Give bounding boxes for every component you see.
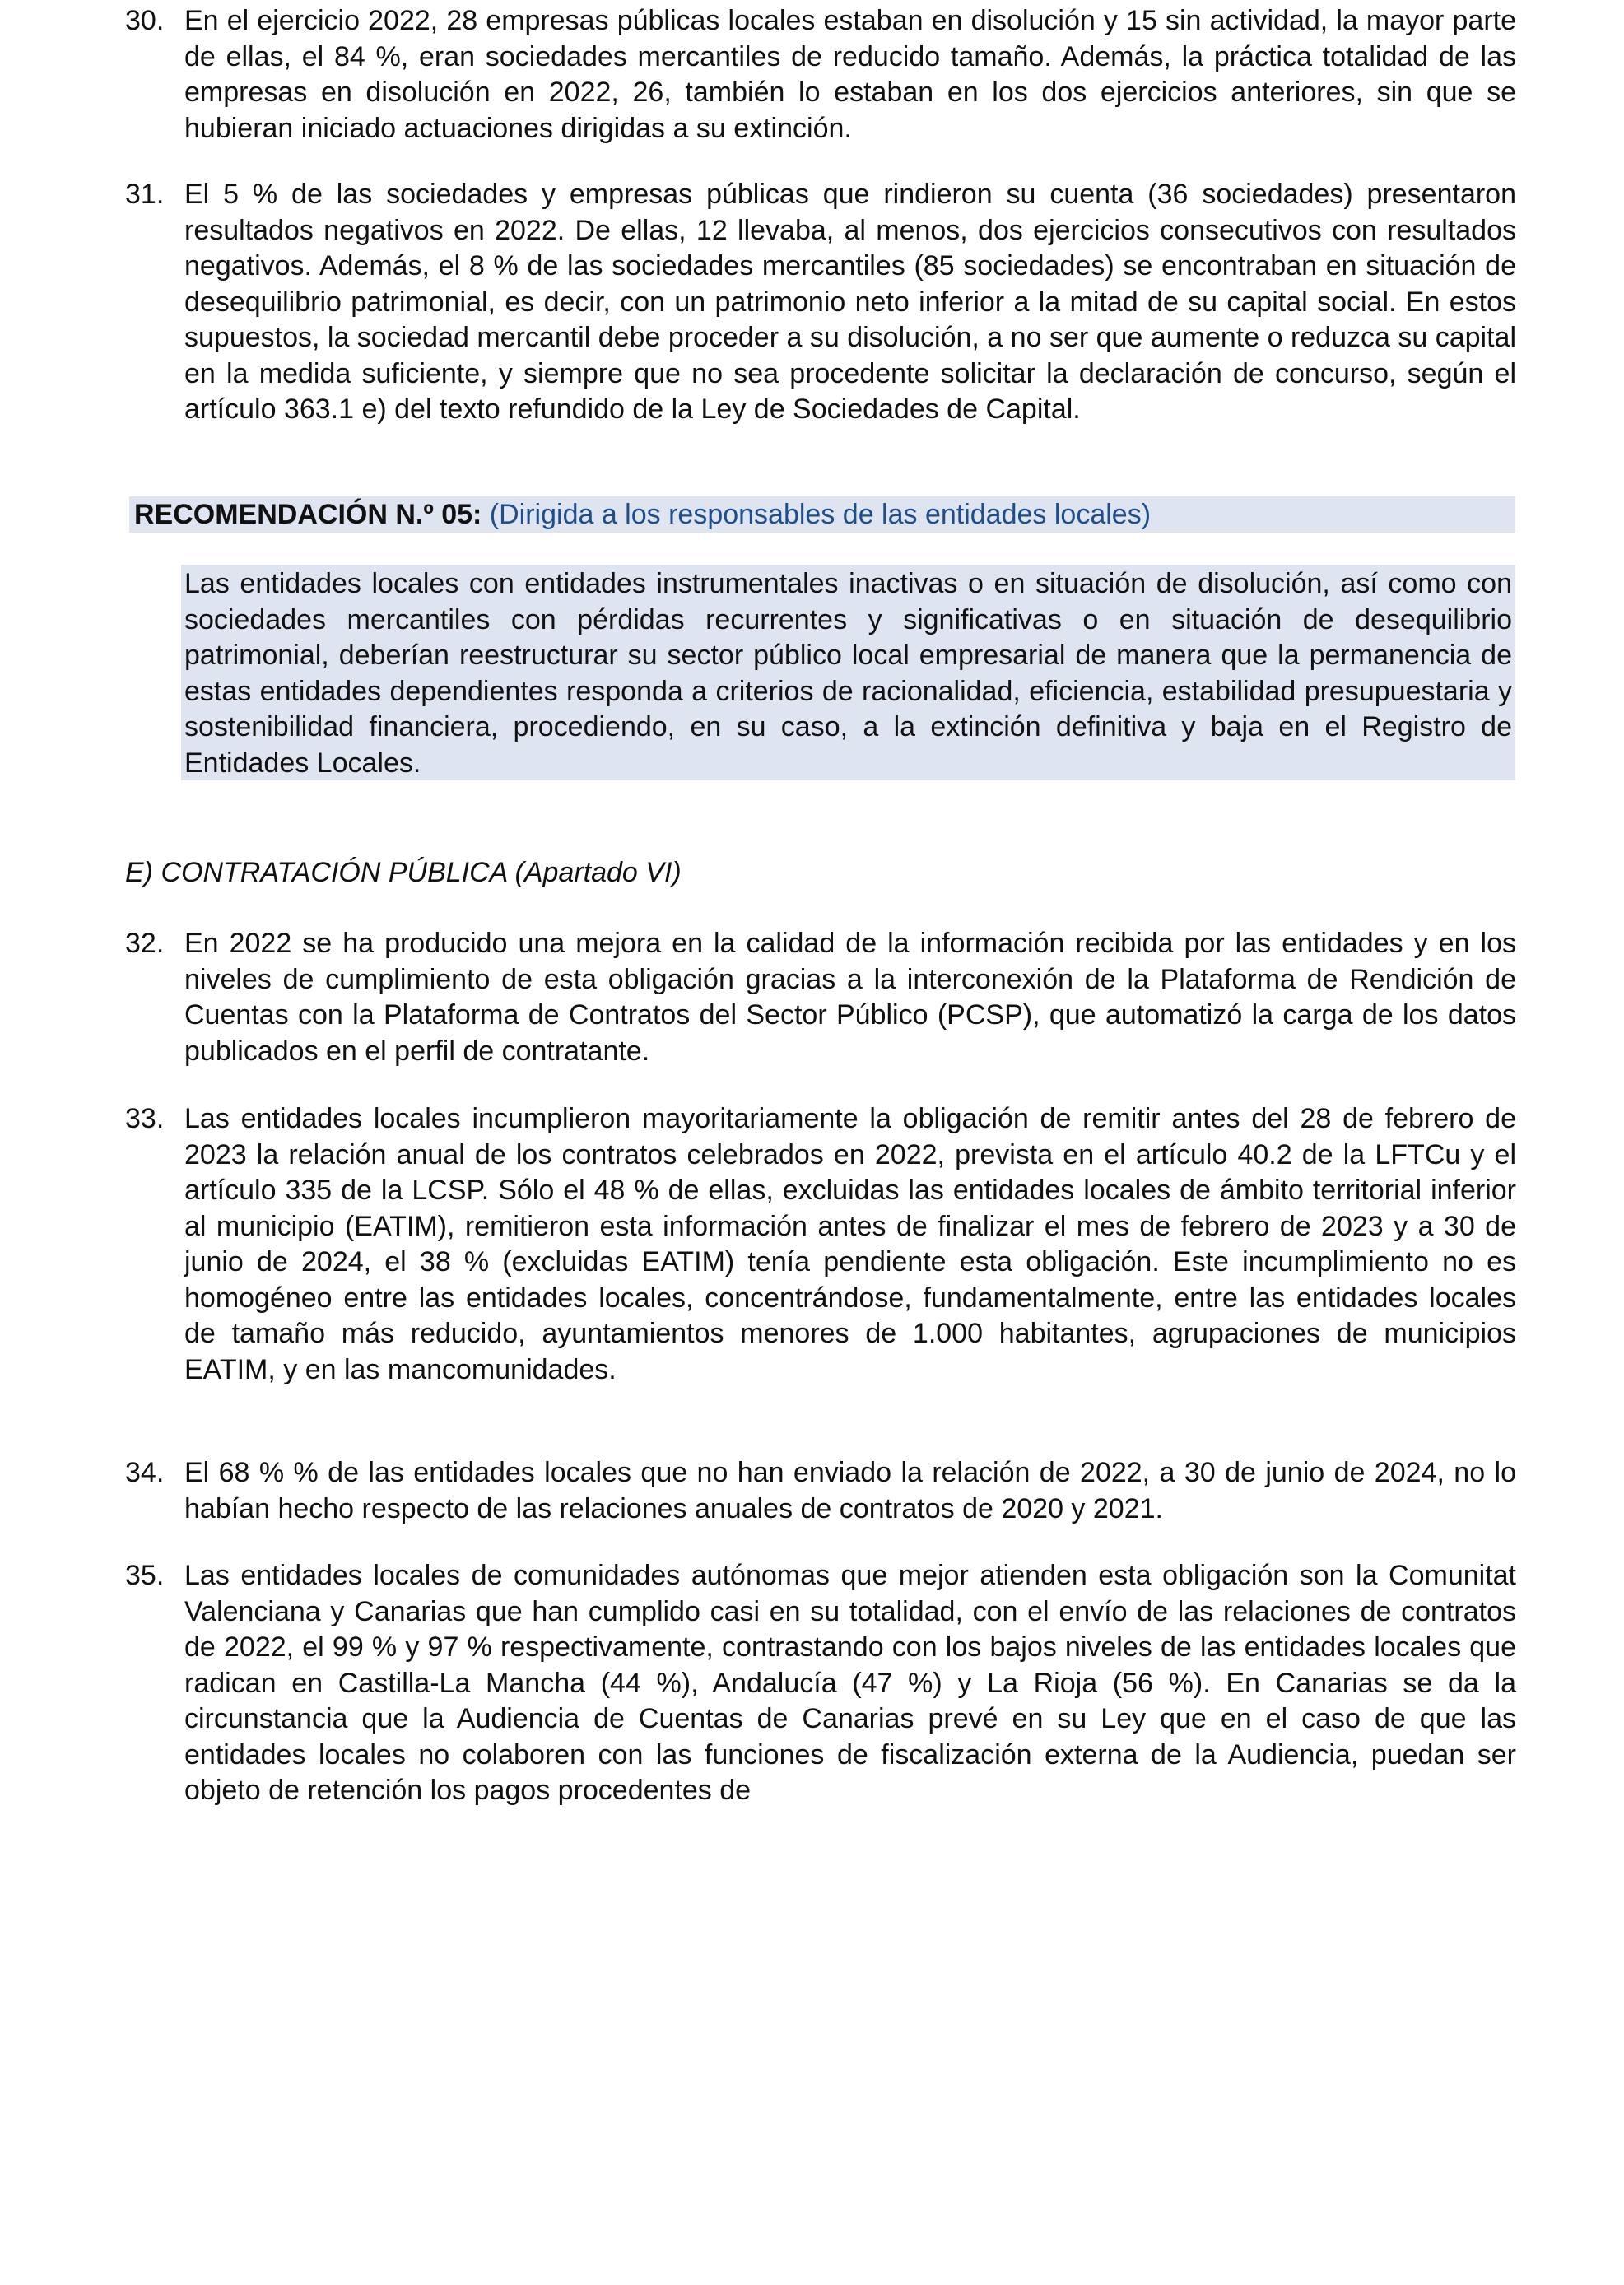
- paragraph-text: En el ejercicio 2022, 28 empresas públicas locales estaban en disolución y 15 sin actividad, la mayor parte de ellas, el 84 %, eran sociedades mercantiles de reducido tamaño. Además, la práctica totalidad de las empresas en disolución en 2022, 26, también lo estaban en los dos ejercicios anteriores, sin que se hubieran iniciado actuaciones dirigidas a su extinción.: [184, 5, 1516, 144]
- recommendation-body: Las entidades locales con entidades instrumentales inactivas o en situación de disolución, así como con sociedades mercantiles con pérdidas recurrentes y significativas o en situación de desequilibrio patrimonial, deberían reestructurar su sector público local empresarial de manera que la permanencia de estas entidades dependientes responda a criterios de racionalidad, eficiencia, estabilidad presupuestaria y sostenibilidad financiera, procediendo, en su caso, a la extinción definitiva y baja en el Registro de Entidades Locales.: [181, 565, 1515, 780]
- paragraph-34: [125, 1455, 1516, 1527]
- recommendation-target: (Dirigida a los responsables de las entidades locales): [489, 499, 1152, 530]
- paragraph-number: 32.: [125, 928, 165, 959]
- paragraph-number: 33.: [125, 1103, 165, 1134]
- paragraph-number: 34.: [125, 1457, 165, 1488]
- paragraph-text: El 68 % % de las entidades locales que no han enviado la relación de 2022, a 30 de junio de 2024, no lo habían hecho respecto de las relaciones anuales de contratos de 2020 y 2021.: [184, 1457, 1516, 1524]
- paragraph-text: El 5 % de las sociedades y empresas públicas que rindieron su cuenta (36 sociedades) presentaron resultados negativos en 2022. De ellas, 12 llevaba, al menos, dos ejercicios consecutivos con resultados negativos. Además, el 8 % de las sociedades mercantiles (85 sociedades) se encontraban en situación de desequilibrio patrimonial, es decir, con un patrimonio neto inferior a la mitad de su capital social. En estos supuestos, la sociedad mercantil debe proceder a su disolución, a no ser que aumente o reduzca su capital en la medida suficiente, y siempre que no sea procedente solicitar la declaración de concurso, según el artículo 363.1 e) del texto refundido de la Ley de Sociedades de Capital.: [184, 179, 1516, 425]
- section-heading: E) CONTRATACIÓN PÚBLICA (Apartado VI): [125, 857, 682, 888]
- paragraph-text: Las entidades locales incumplieron mayoritariamente la obligación de remitir antes del 28 de febrero de 2023 la relación anual de los contratos celebrados en 2022, prevista en el artículo 40.2 de la LFTCu y el artículo 335 de la LCSP. Sólo el 48 % de ellas, excluidas las entidades locales de ámbito territorial inferior al municipio (EATIM), remitieron esta información antes de finalizar el mes de febrero de 2023 y a 30 de junio de 2024, el 38 % (excluidas EATIM) tenía pendiente esta obligación. Este incumplimiento no es homogéneo entre las entidades locales, concentrándose, fundamentalmente, entre las entidades locales de tamaño más reducido, ayuntamientos menores de 1.000 habitantes, agrupaciones de municipios EATIM, y en las mancomunidades.: [184, 1103, 1516, 1385]
- paragraph-35: [125, 1558, 1516, 1809]
- recommendation-header: [129, 496, 1515, 533]
- paragraph-32: [125, 926, 1516, 1069]
- paragraph-number: 35.: [125, 1560, 165, 1591]
- paragraph-number: 30.: [125, 5, 165, 36]
- paragraph-text: Las entidades locales de comunidades autónomas que mejor atienden esta obligación son la Comunitat Valenciana y Canarias que han cumplido casi en su totalidad, con el envío de las relaciones de contratos de 2022, el 99 % y 97 % respectivamente, contrastando con los bajos niveles de las entidades locales que radican en Castilla-La Mancha (44 %), Andalucía (47 %) y La Rioja (56 %). En Canarias se da la circunstancia que la Audiencia de Cuentas de Canarias prevé en su Ley que en el caso de que las entidades locales no colaboren con las funciones de fiscalización externa de la Audiencia, puedan ser objeto de retención los pagos procedentes de: [184, 1560, 1516, 1806]
- paragraph-31: [125, 177, 1516, 428]
- recommendation-label: RECOMENDACIÓN N.º 05:: [134, 499, 482, 530]
- paragraph-30: [125, 3, 1516, 147]
- paragraph-33: [125, 1101, 1516, 1388]
- paragraph-text: En 2022 se ha producido una mejora en la calidad de la información recibida por las entidades y en los niveles de cumplimiento de esta obligación gracias a la interconexión de la Plataforma de Rendición de Cuentas con la Plataforma de Contratos del Sector Público (PCSP), que automatizó la carga de los datos publicados en el perfil de contratante.: [184, 928, 1516, 1067]
- paragraph-number: 31.: [125, 179, 165, 210]
